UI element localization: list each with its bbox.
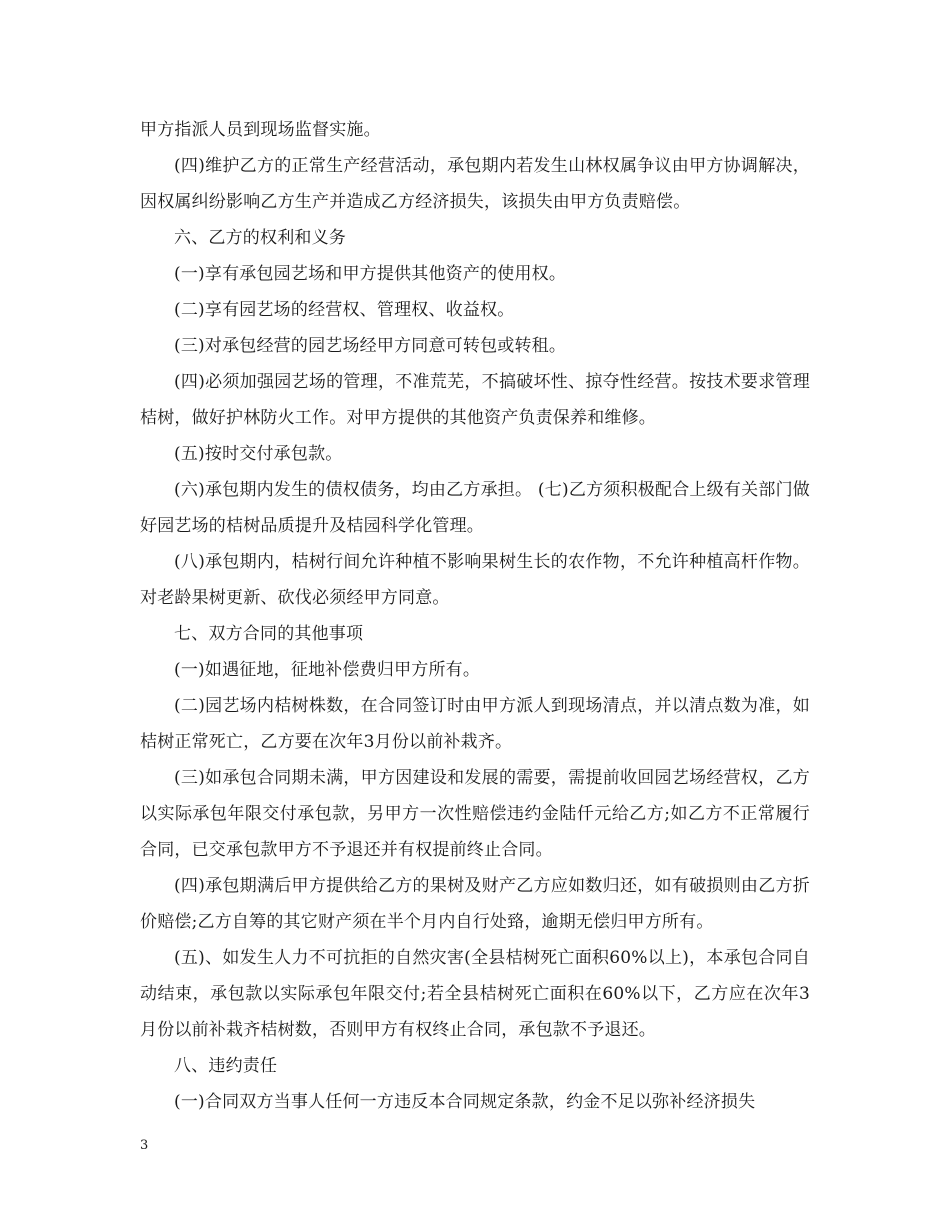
paragraph: (五)、如发生人力不可抗拒的自然灾害(全县桔树死亡面积60%以上)，本承包合同自动结束，承包款以实际承包年限交付;若全县桔树死亡面积在60%以下，乙方应在次年3月份以前补栽齐桔树数，否则甲方有权终止合同，承包款不予退还。 [140,948,810,1040]
paragraph: 七、双方合同的其他事项 [174,624,364,644]
document-body [140,112,810,1120]
paragraph: (一)合同双方当事人任何一方违反本合同规定条款，约金不足以弥补经济损失 [174,1092,756,1112]
paragraph: (四)维护乙方的正常生产经营活动，承包期内若发生山林权属争议由甲方协调解决，因权属纠纷影响乙方生产并造成乙方经济损失，该损失由甲方负责赔偿。 [140,156,810,212]
paragraph: (二)享有园艺场的经营权、管理权、收益权。 [174,300,515,320]
paragraph: (六)承包期内发生的债权债务，均由乙方承担。 (七)乙方须积极配合上级有关部门做好园艺场的桔树品质提升及桔园科学化管理。 [140,480,810,536]
paragraph: (五)按时交付承包款。 [174,444,343,464]
paragraph: (三)对承包经营的园艺场经甲方同意可转包或转租。 [174,336,567,356]
paragraph: (一)享有承包园艺场和甲方提供其他资产的使用权。 [174,264,567,284]
paragraph: 甲方指派人员到现场监督实施。 [140,120,381,140]
paragraph: (一)如遇征地，征地补偿费归甲方所有。 [174,660,481,680]
paragraph: 六、乙方的权利和义务 [174,228,346,248]
paragraph: (四)承包期满后甲方提供给乙方的果树及财产乙方应如数归还，如有破损则由乙方折价赔偿;乙方自筹的其它财产须在半个月内自行处臵，逾期无偿归甲方所有。 [140,876,810,932]
page-number: 3 [140,1138,149,1153]
paragraph: (三)如承包合同期未满，甲方因建设和发展的需要，需提前收回园艺场经营权，乙方以实际承包年限交付承包款，另甲方一次性赔偿违约金陆仟元给乙方;如乙方不正常履行合同，已交承包款甲方不予退还并有权提前终止合同。 [140,768,810,860]
paragraph: (二)园艺场内桔树株数，在合同签订时由甲方派人到现场清点，并以清点数为准，如桔树正常死亡，乙方要在次年3月份以前补栽齐。 [140,696,810,752]
paragraph: (八)承包期内，桔树行间允许种植不影响果树生长的农作物，不允许种植高杆作物。对老龄果树更新、砍伐必须经甲方同意。 [140,552,810,608]
paragraph: 八、违约责任 [174,1056,278,1076]
paragraph: (四)必须加强园艺场的管理，不准荒芜，不搞破坏性、掠夺性经营。按技术要求管理桔树，做好护林防火工作。对甲方提供的其他资产负责保养和维修。 [140,372,810,428]
